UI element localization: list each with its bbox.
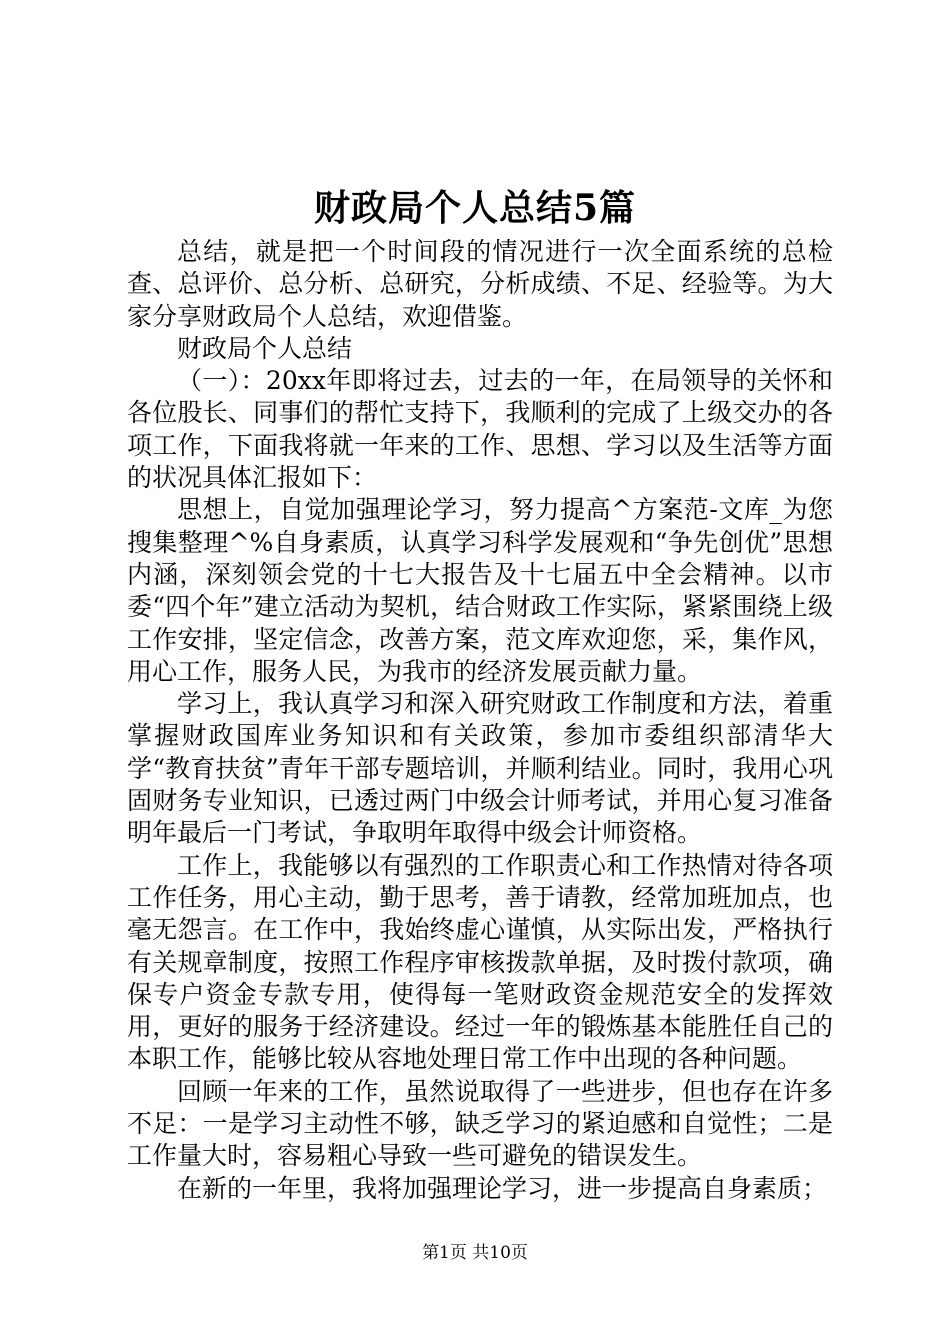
- intro-paragraph: 总结，就是把一个时间段的情况进行一次全面系统的总检查、总评价、总分析、总研究，分析成绩、不足、经验等。为大家分享财政局个人总结，欢迎借鉴。: [127, 237, 833, 331]
- body-paragraph: 工作上，我能够以有强烈的工作职责心和工作热情对待各项工作任务，用心主动，勤于思考，善于请教，经常加班加点，也毫无怨言。在工作中，我始终虚心谨慎，从实际出发，严格执行有关规章制度，按照工作程序审核拨款单据，及时拨付款项，确保专户资金专款专用，使得每一笔财政资金规范安全的发挥效用，更好的服务于经济建设。经过一年的锻炼基本能胜任自己的本职工作，能够比较从容地处理日常工作中出现的各种问题。: [127, 850, 833, 1074]
- document-body: [127, 236, 833, 1205]
- page-number-footer: 第1页 共10页: [422, 1243, 528, 1263]
- section-heading: 财政局个人总结: [177, 333, 353, 363]
- body-paragraph: 回顾一年来的工作，虽然说取得了一些进步，但也存在许多不足：一是学习主动性不够，缺乏学习的紧迫感和自觉性；二是工作量大时，容易粗心导致一些可避免的错误发生。: [127, 1076, 833, 1171]
- body-paragraph: 学习上，我认真学习和深入研究财政工作制度和方法，着重掌握财政国库业务知识和有关政策，参加市委组织部清华大学“教育扶贫”青年干部专题培训，并顺利结业。同时，我用心巩固财务专业知识，已透过两门中级会计师考试，并用心复习准备明年最后一门考试，争取明年取得中级会计师资格。: [127, 689, 833, 848]
- body-paragraph: 思想上，自觉加强理论学习，努力提高^方案范-文库_为您搜集整理^%自身素质，认真学习科学发展观和“争先创优”思想内涵，深刻领会党的十七大报告及十七届五中全会精神。以市委“四个年”建立活动为契机，结合财政工作实际，紧紧围绕上级工作安排，坚定信念，改善方案，范文库欢迎您，采，集作风，用心工作，服务人民，为我市的经济发展贡献力量。: [127, 495, 833, 686]
- document-title: 财政局个人总结5篇: [313, 187, 637, 229]
- body-paragraph: （一）：20xx年即将过去，过去的一年，在局领导的关怀和各位股长、同事们的帮忙支持下，我顺利的完成了上级交办的各项工作，下面我将就一年来的工作、思想、学习以及生活等方面的状况具体汇报如下：: [127, 366, 833, 493]
- body-paragraph: 在新的一年里，我将加强理论学习，进一步提高自身素质；: [177, 1173, 828, 1203]
